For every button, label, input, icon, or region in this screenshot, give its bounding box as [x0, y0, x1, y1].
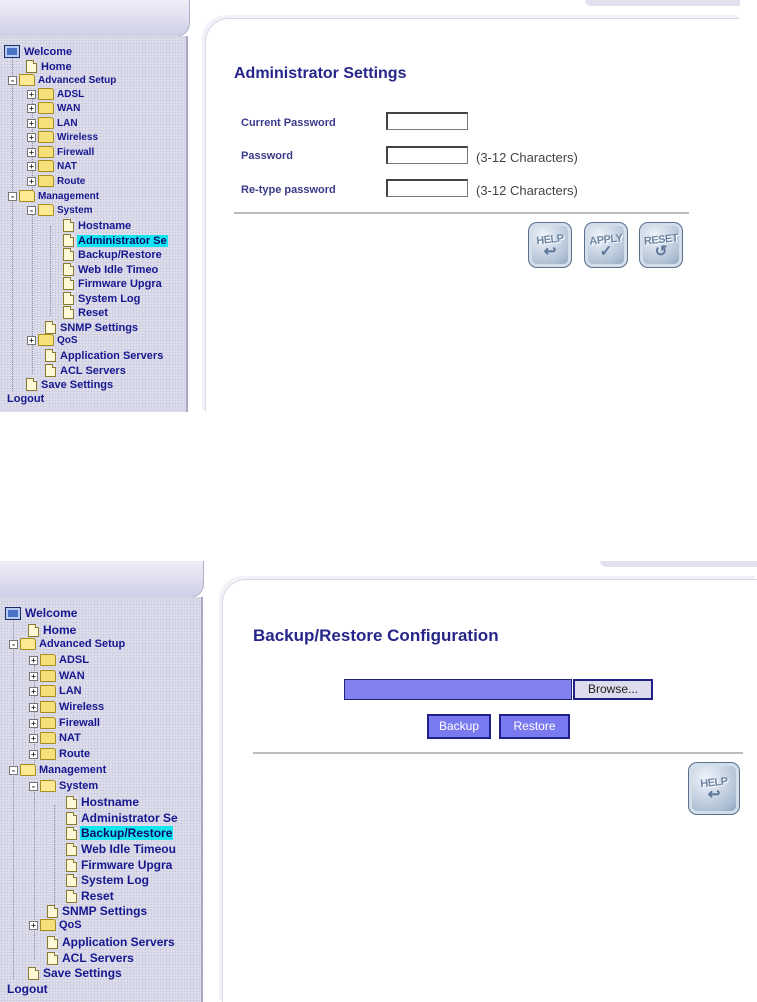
help-arrow-icon: ↩	[543, 243, 557, 260]
nav-item-save-settings[interactable]: Save Settings	[26, 378, 114, 391]
restore-button[interactable]: Restore	[499, 714, 570, 739]
nav-item-advanced-setup[interactable]: - Advanced Setup	[8, 74, 117, 86]
nav-item-adsl[interactable]: + ADSL	[27, 88, 85, 100]
nav-item-system[interactable]: - System	[27, 204, 94, 216]
expand-icon[interactable]: +	[27, 119, 36, 128]
nav-item-backup-restore[interactable]: Backup/Restore	[66, 826, 173, 840]
page-icon	[26, 378, 37, 391]
nav-item-firmware-upgrade[interactable]: Firmware Upgra	[63, 277, 163, 290]
reset-button[interactable]: RESET ↺	[639, 222, 683, 268]
nav-item-qos[interactable]: + QoS	[27, 334, 79, 346]
nav-item-application-servers[interactable]: Application Servers	[47, 935, 176, 949]
folder-icon	[40, 701, 56, 713]
nav-item-qos[interactable]: + QoS	[29, 919, 83, 931]
nav-item-system-log[interactable]: System Log	[63, 292, 141, 305]
nav-item-lan[interactable]: + LAN	[29, 685, 83, 697]
expand-icon[interactable]: +	[29, 703, 38, 712]
divider	[234, 212, 689, 214]
nav-item-route[interactable]: + Route	[27, 175, 86, 187]
page-icon	[63, 219, 74, 232]
folder-icon	[38, 117, 54, 129]
nav-item-acl-servers[interactable]: ACL Servers	[47, 951, 135, 965]
retype-password-hint: (3-12 Characters)	[476, 183, 578, 198]
nav-item-nat[interactable]: + NAT	[29, 732, 82, 744]
nav-item-administrator-settings[interactable]: Administrator Se	[66, 811, 179, 825]
retype-password-input[interactable]	[386, 179, 468, 197]
expand-icon[interactable]: +	[29, 734, 38, 743]
collapse-icon[interactable]: -	[27, 206, 36, 215]
folder-icon	[40, 654, 56, 666]
retype-password-label: Re-type password	[241, 184, 336, 196]
page-icon	[63, 306, 74, 319]
nav-item-welcome[interactable]: Welcome	[5, 606, 78, 620]
nav-item-wireless[interactable]: + Wireless	[29, 701, 105, 713]
nav-item-system[interactable]: - System	[29, 780, 99, 792]
help-button[interactable]: HELP ↩	[528, 222, 572, 268]
folder-icon	[40, 919, 56, 931]
nav-item-firewall[interactable]: + Firewall	[27, 146, 95, 158]
content-panel	[222, 579, 757, 1002]
folder-icon	[40, 685, 56, 697]
nav-item-adsl[interactable]: + ADSL	[29, 654, 90, 666]
collapse-icon[interactable]: -	[9, 640, 18, 649]
page-icon	[63, 234, 74, 247]
page-title: Backup/Restore Configuration	[253, 626, 499, 645]
nav-item-snmp-settings[interactable]: SNMP Settings	[45, 321, 139, 334]
nav-item-firmware-upgrade[interactable]: Firmware Upgra	[66, 858, 173, 872]
page-icon	[45, 349, 56, 362]
folder-open-icon	[20, 764, 36, 776]
nav-tree-panel	[0, 597, 203, 1002]
nav-item-home[interactable]: Home	[26, 60, 73, 73]
nav-banner	[0, 0, 190, 37]
nav-item-system-log[interactable]: System Log	[66, 873, 150, 887]
expand-icon[interactable]: +	[27, 90, 36, 99]
expand-icon[interactable]: +	[29, 750, 38, 759]
expand-icon[interactable]: +	[27, 104, 36, 113]
nav-item-hostname[interactable]: Hostname	[63, 219, 132, 232]
divider	[253, 752, 743, 754]
nav-item-wan[interactable]: + WAN	[29, 670, 86, 682]
collapse-icon[interactable]: -	[29, 782, 38, 791]
nav-item-snmp-settings[interactable]: SNMP Settings	[47, 904, 148, 918]
help-button[interactable]: HELP ↩	[688, 762, 740, 815]
nav-item-acl-servers[interactable]: ACL Servers	[45, 364, 127, 377]
page-icon	[66, 812, 77, 825]
nav-item-logout[interactable]: Logout	[7, 982, 48, 996]
collapse-icon[interactable]: -	[8, 192, 17, 201]
nav-item-web-idle-timeout[interactable]: Web Idle Timeou	[66, 842, 177, 856]
nav-item-home[interactable]: Home	[28, 623, 77, 637]
expand-icon[interactable]: +	[29, 921, 38, 930]
page-icon	[45, 321, 56, 334]
page-icon	[28, 624, 39, 637]
nav-item-hostname[interactable]: Hostname	[66, 795, 140, 809]
expand-icon[interactable]: +	[27, 148, 36, 157]
page-icon	[28, 967, 39, 980]
folder-icon	[38, 334, 54, 346]
folder-icon	[40, 670, 56, 682]
folder-icon	[40, 748, 56, 760]
nav-item-management[interactable]: - Management	[8, 190, 100, 202]
folder-open-icon	[40, 780, 56, 792]
current-password-label: Current Password	[241, 117, 336, 129]
nav-item-firewall[interactable]: + Firewall	[29, 717, 101, 729]
content-top-bar	[585, 0, 740, 6]
admin-settings-screen	[0, 0, 740, 412]
nav-item-logout[interactable]: Logout	[7, 393, 45, 405]
page-icon	[66, 874, 77, 887]
password-hint: (3-12 Characters)	[476, 150, 578, 165]
nav-item-reset[interactable]: Reset	[66, 889, 115, 903]
page-icon	[66, 843, 77, 856]
password-input[interactable]	[386, 146, 468, 164]
password-label: Password	[241, 150, 293, 162]
nav-banner	[0, 561, 204, 598]
apply-button[interactable]: APPLY ✓	[584, 222, 628, 268]
page-icon	[47, 952, 58, 965]
folder-icon	[38, 160, 54, 172]
browse-button[interactable]: Browse...	[573, 679, 653, 700]
nav-item-advanced-setup[interactable]: - Advanced Setup	[9, 638, 126, 650]
backup-restore-screen	[0, 561, 757, 1002]
nav-item-lan[interactable]: + LAN	[27, 117, 79, 129]
folder-open-icon	[20, 638, 36, 650]
undo-icon: ↺	[654, 243, 668, 260]
expand-icon[interactable]: +	[29, 672, 38, 681]
folder-icon	[38, 88, 54, 100]
folder-icon	[38, 102, 54, 114]
folder-open-icon	[19, 74, 35, 86]
nav-item-route[interactable]: + Route	[29, 748, 91, 760]
page-icon	[63, 263, 74, 276]
content-panel	[205, 18, 740, 412]
page-icon	[63, 292, 74, 305]
nav-tree-panel	[0, 36, 188, 412]
nav-item-management[interactable]: - Management	[9, 764, 107, 776]
computer-icon	[4, 45, 20, 58]
current-password-input[interactable]	[386, 112, 468, 130]
page-icon	[45, 364, 56, 377]
page-icon	[47, 905, 58, 918]
collapse-icon[interactable]: -	[8, 76, 17, 85]
page-title: Administrator Settings	[234, 65, 407, 82]
page-icon	[66, 827, 77, 840]
nav-item-web-idle-timeout[interactable]: Web Idle Timeo	[63, 263, 159, 276]
page-icon	[66, 890, 77, 903]
nav-item-wireless[interactable]: + Wireless	[27, 131, 99, 143]
nav-item-application-servers[interactable]: Application Servers	[45, 349, 164, 362]
folder-icon	[38, 146, 54, 158]
folder-icon	[38, 175, 54, 187]
expand-icon[interactable]: +	[29, 656, 38, 665]
nav-item-save-settings[interactable]: Save Settings	[28, 966, 123, 980]
page-icon	[63, 277, 74, 290]
computer-icon	[5, 607, 21, 620]
nav-item-reset[interactable]: Reset	[63, 306, 109, 319]
expand-icon[interactable]: +	[29, 719, 38, 728]
help-arrow-icon: ↩	[707, 786, 721, 803]
page-icon	[26, 60, 37, 73]
expand-icon[interactable]: +	[27, 162, 36, 171]
nav-item-nat[interactable]: + NAT	[27, 160, 78, 172]
nav-item-administrator-settings[interactable]: Administrator Se	[63, 234, 168, 247]
nav-item-wan[interactable]: + WAN	[27, 102, 81, 114]
expand-icon[interactable]: +	[27, 336, 36, 345]
folder-icon	[40, 717, 56, 729]
page-icon	[47, 936, 58, 949]
expand-icon[interactable]: +	[29, 687, 38, 696]
page-icon	[66, 859, 77, 872]
folder-open-icon	[19, 190, 35, 202]
content-top-bar	[600, 561, 757, 567]
folder-icon	[38, 131, 54, 143]
expand-icon[interactable]: +	[27, 133, 36, 142]
page-icon	[66, 796, 77, 809]
nav-item-backup-restore[interactable]: Backup/Restore	[63, 248, 163, 261]
collapse-icon[interactable]: -	[9, 766, 18, 775]
expand-icon[interactable]: +	[27, 177, 36, 186]
check-icon: ✓	[599, 243, 613, 260]
nav-item-welcome[interactable]: Welcome	[4, 45, 73, 58]
folder-open-icon	[38, 204, 54, 216]
backup-button[interactable]: Backup	[427, 714, 491, 739]
page-icon	[63, 248, 74, 261]
folder-icon	[40, 732, 56, 744]
file-path-input[interactable]	[344, 679, 572, 700]
